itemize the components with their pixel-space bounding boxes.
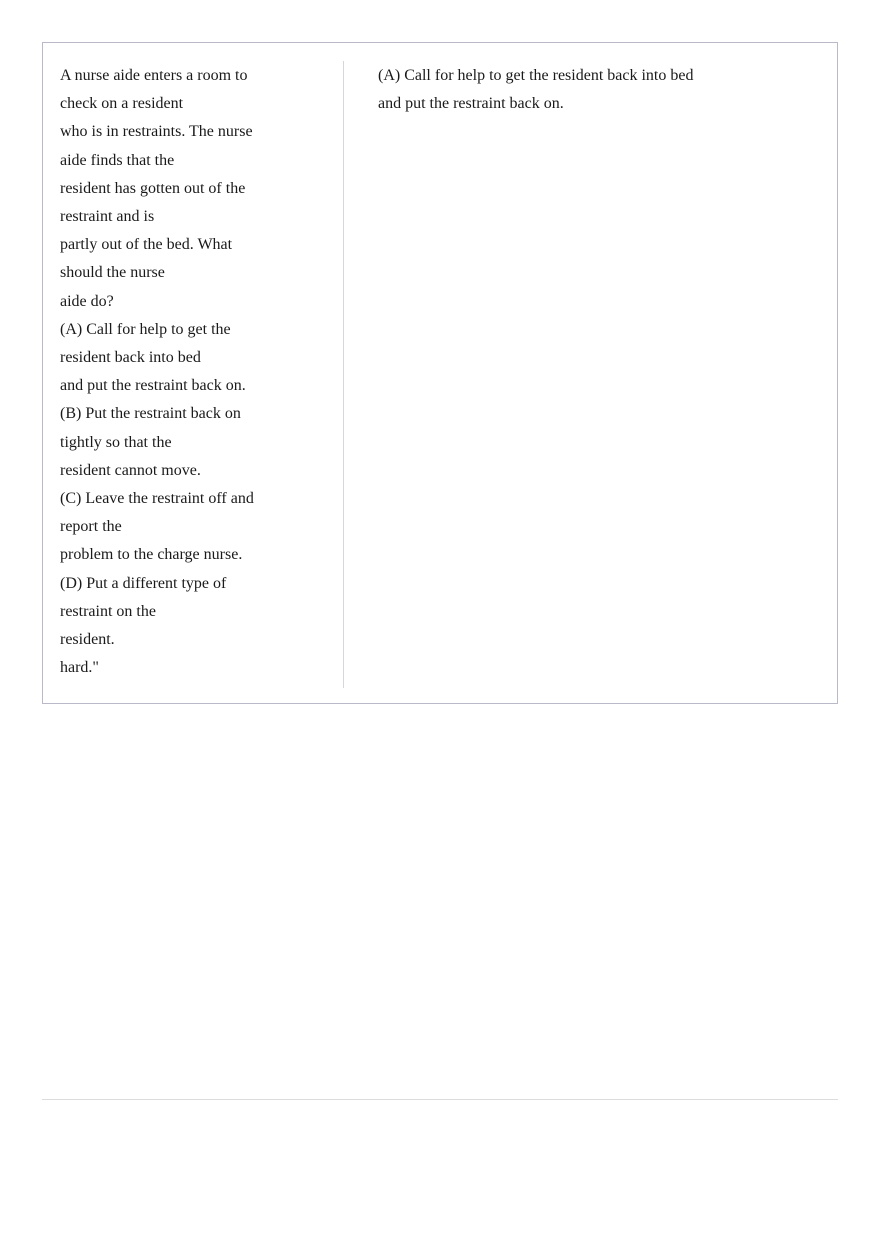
option-a-line: and put the restraint back on. [60,377,246,395]
question-line: A nurse aide enters a room to [60,67,248,84]
option-d-line: restraint on the [60,602,156,620]
option-d-line: (D) Put a different type of [60,574,227,592]
option-b-line: resident cannot move. [60,461,201,479]
option-a-line: (A) Call for help to get the [60,320,231,338]
option-c-line: report the [60,518,122,536]
question-line: should the nurse [60,264,165,282]
flashcard [42,42,838,704]
option-a-line: resident back into bed [60,349,201,367]
answer-column [378,62,818,118]
column-divider [343,61,344,688]
footer-divider [42,1099,838,1100]
question-line: who is in restraints. The nurse [60,123,253,141]
answer-line: and put the restraint back on. [378,95,564,113]
question-line: aide do? [60,292,114,310]
trailing-text-line: hard." [60,659,99,677]
question-line: aide finds that the [60,151,175,169]
option-c-line: (C) Leave the restraint off and [60,490,254,508]
option-c-line: problem to the charge nurse. [60,546,243,564]
question-line: restraint and is [60,208,155,226]
question-line: partly out of the bed. What [60,236,233,254]
question-line: resident has gotten out of the [60,179,246,197]
option-b-line: (B) Put the restraint back on [60,405,241,423]
answer-line: (A) Call for help to get the resident back into bed [378,67,694,84]
question-column [60,62,292,682]
option-d-line: resident. [60,631,115,649]
option-b-line: tightly so that the [60,433,172,451]
question-line: check on a resident [60,95,184,113]
